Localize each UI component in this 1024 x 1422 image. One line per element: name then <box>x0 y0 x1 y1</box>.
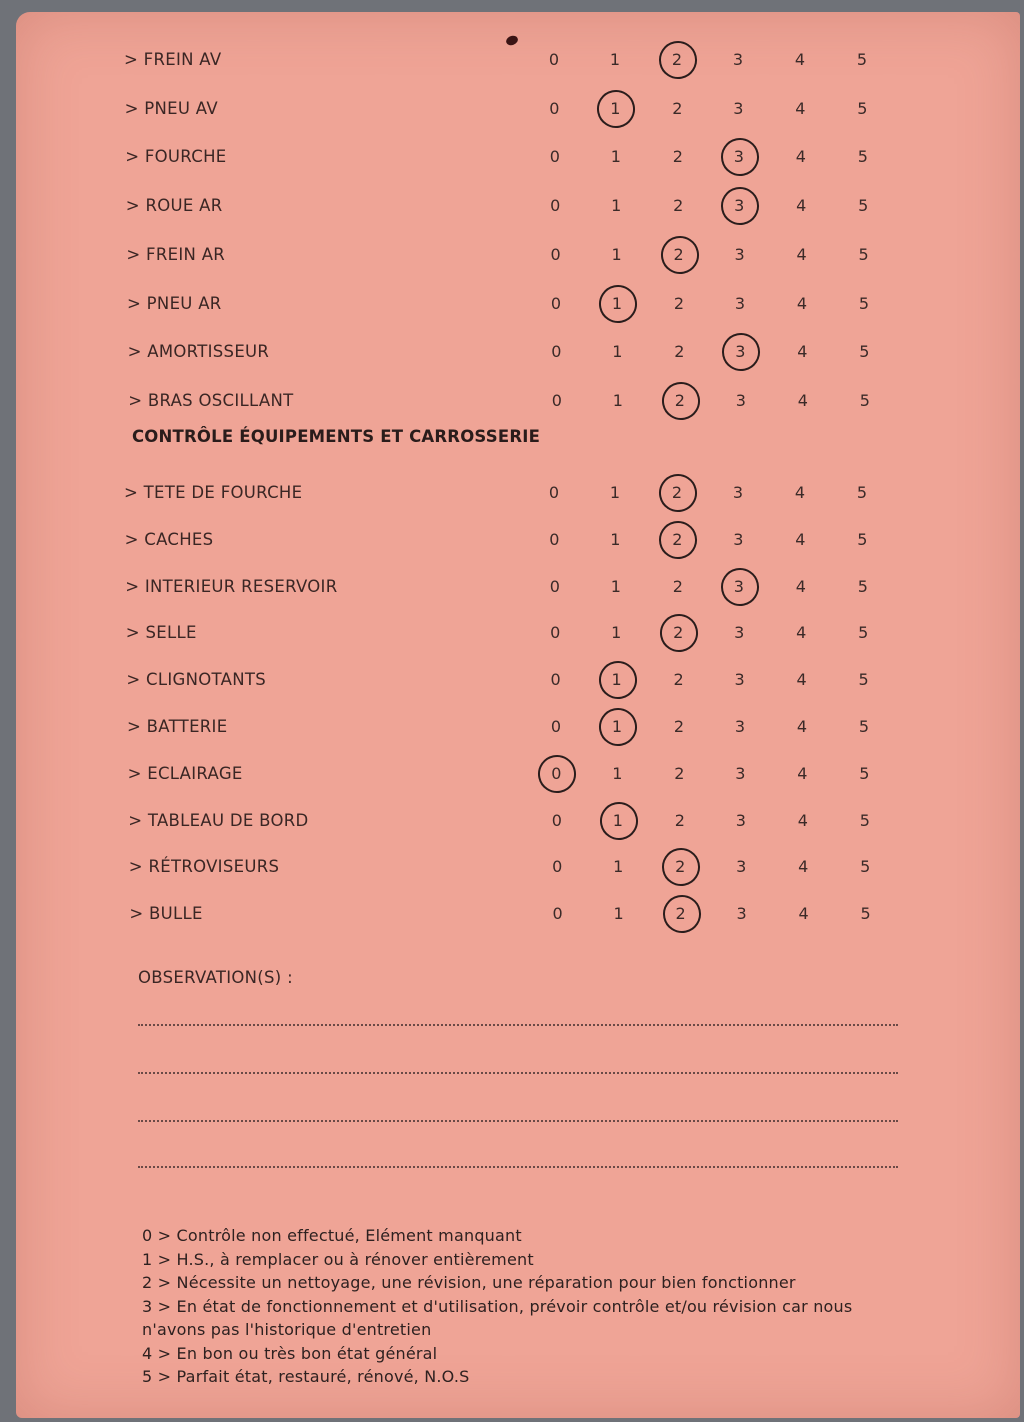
observation-line[interactable] <box>138 1024 898 1026</box>
score-option-circled[interactable]: 2 <box>657 530 697 549</box>
rating-row-label: > TETE DE FOURCHE <box>124 483 303 502</box>
score-option-circled[interactable]: 2 <box>657 50 697 69</box>
rating-row <box>16 569 1020 609</box>
score-option[interactable]: 0 <box>550 623 561 643</box>
score-option[interactable]: 1 <box>612 342 623 362</box>
legend-line: n'avons pas l'historique d'entretien <box>142 1320 432 1339</box>
score-option[interactable]: 4 <box>795 576 806 596</box>
rating-row <box>16 709 1020 749</box>
score-option[interactable]: 0 <box>549 576 560 596</box>
rating-row <box>16 42 1020 82</box>
score-option-circled[interactable]: 0 <box>536 764 576 783</box>
score-option-circled[interactable]: 1 <box>597 294 637 313</box>
score-option[interactable]: 1 <box>609 483 621 502</box>
rating-row-label: > ECLAIRAGE <box>127 763 243 783</box>
score-option-circled[interactable]: 3 <box>719 147 759 166</box>
score-option[interactable]: 3 <box>735 810 746 830</box>
rating-row <box>16 475 1020 515</box>
observation-line[interactable] <box>138 1072 898 1074</box>
score-option[interactable]: 0 <box>552 857 563 877</box>
score-option[interactable]: 0 <box>551 342 562 362</box>
score-option[interactable]: 4 <box>795 529 806 549</box>
score-option[interactable]: 4 <box>798 904 809 924</box>
score-option[interactable]: 5 <box>857 576 868 596</box>
score-option[interactable]: 2 <box>674 763 685 783</box>
score-option[interactable]: 5 <box>859 390 870 410</box>
score-option[interactable]: 3 <box>736 904 747 924</box>
score-option[interactable]: 4 <box>796 293 808 313</box>
score-option[interactable]: 2 <box>673 293 685 313</box>
score-option[interactable]: 4 <box>796 717 808 736</box>
score-option[interactable]: 1 <box>612 763 623 783</box>
score-option[interactable]: 4 <box>796 623 807 643</box>
checklist-sheet <box>16 12 1020 1418</box>
score-option[interactable]: 3 <box>733 529 744 549</box>
score-option[interactable]: 0 <box>550 670 561 690</box>
score-option[interactable]: 3 <box>734 623 745 643</box>
rating-row-label: > BATTERIE <box>127 717 228 736</box>
score-option[interactable]: 0 <box>549 147 560 167</box>
legend-line: 4 > En bon ou très bon état général <box>142 1343 438 1363</box>
rating-row <box>16 803 1020 843</box>
score-option[interactable]: 5 <box>859 342 870 362</box>
score-option[interactable]: 0 <box>550 293 562 313</box>
score-option[interactable]: 2 <box>673 717 685 736</box>
score-option[interactable]: 0 <box>548 483 560 502</box>
observation-line[interactable] <box>138 1166 898 1168</box>
score-option[interactable]: 0 <box>549 529 560 549</box>
score-option[interactable]: 5 <box>857 529 868 549</box>
score-option[interactable]: 5 <box>859 810 870 830</box>
score-option[interactable]: 2 <box>672 576 683 596</box>
score-option[interactable]: 4 <box>796 670 807 690</box>
score-option-circled[interactable]: 3 <box>720 342 760 361</box>
score-option-circled[interactable]: 2 <box>661 904 701 923</box>
score-option[interactable]: 3 <box>734 717 746 736</box>
rating-row-label: > PNEU AV <box>124 98 218 118</box>
score-option[interactable]: 1 <box>611 623 622 643</box>
rating-row <box>16 615 1020 655</box>
score-option[interactable]: 5 <box>858 244 869 264</box>
rating-row-label: > PNEU AR <box>127 293 222 313</box>
score-option[interactable]: 5 <box>858 293 870 313</box>
score-option[interactable]: 5 <box>856 483 868 502</box>
score-option[interactable]: 1 <box>611 196 622 216</box>
rating-row <box>16 896 1020 936</box>
rating-row <box>16 383 1020 423</box>
score-option[interactable]: 0 <box>548 50 560 69</box>
rating-row <box>16 237 1020 277</box>
score-option[interactable]: 4 <box>796 244 807 264</box>
score-option[interactable]: 1 <box>613 857 624 877</box>
score-option[interactable]: 5 <box>859 763 870 783</box>
rating-row-label: > CACHES <box>124 529 214 549</box>
score-option[interactable]: 4 <box>798 857 809 877</box>
legend-line: 5 > Parfait état, restauré, rénové, N.O.S <box>142 1367 470 1386</box>
score-option[interactable]: 3 <box>734 293 746 313</box>
score-option[interactable]: 1 <box>613 904 624 924</box>
score-option-circled[interactable]: 1 <box>597 717 637 736</box>
rating-row <box>16 662 1020 702</box>
rating-row-label: > SELLE <box>125 623 197 643</box>
legend-line: 3 > En état de fonctionnement et d'utilisation, prévoir contrôle et/ou révision car nous <box>142 1296 853 1316</box>
rating-row-label: > ROUE AR <box>125 196 223 216</box>
legend-line: 1 > H.S., à remplacer ou à rénover entièrement <box>142 1249 534 1269</box>
score-option[interactable]: 2 <box>672 98 683 118</box>
score-option[interactable]: 5 <box>858 623 869 643</box>
score-option[interactable]: 3 <box>732 50 744 69</box>
score-option[interactable]: 4 <box>794 50 806 69</box>
score-option[interactable]: 3 <box>732 483 744 502</box>
observation-line[interactable] <box>138 1120 898 1122</box>
score-option[interactable]: 0 <box>550 244 561 264</box>
rating-row <box>16 188 1020 228</box>
score-option[interactable]: 4 <box>797 342 808 362</box>
rating-row-label: > TABLEAU DE BORD <box>128 810 309 830</box>
score-option[interactable]: 4 <box>796 196 807 216</box>
score-option[interactable]: 1 <box>610 147 621 167</box>
rating-row-label: > BULLE <box>129 904 203 924</box>
score-option[interactable]: 4 <box>795 147 806 167</box>
rating-row <box>16 286 1020 326</box>
score-option[interactable]: 5 <box>858 717 870 736</box>
score-option-circled[interactable]: 2 <box>658 623 698 642</box>
score-option[interactable]: 3 <box>734 244 745 264</box>
rating-row <box>16 91 1020 131</box>
rating-row-label: > INTERIEUR RESERVOIR <box>125 576 338 596</box>
rating-row-label: > FREIN AV <box>124 50 222 69</box>
score-option-circled[interactable]: 2 <box>657 483 697 502</box>
score-option[interactable]: 4 <box>794 483 806 502</box>
score-option-circled[interactable]: 1 <box>597 670 637 689</box>
score-option-circled[interactable]: 1 <box>595 99 635 118</box>
score-option[interactable]: 1 <box>609 50 621 69</box>
score-option[interactable]: 1 <box>610 576 621 596</box>
rating-row-label: > BRAS OSCILLANT <box>128 390 294 410</box>
score-option[interactable]: 3 <box>736 857 747 877</box>
score-option[interactable]: 0 <box>549 98 560 118</box>
score-option[interactable]: 0 <box>551 810 562 830</box>
score-option[interactable]: 0 <box>550 717 562 736</box>
score-option[interactable]: 4 <box>797 763 808 783</box>
score-option[interactable]: 5 <box>858 196 869 216</box>
rating-row-label: > FREIN AR <box>126 244 226 264</box>
score-option[interactable]: 2 <box>674 810 685 830</box>
score-option[interactable]: 2 <box>672 147 683 167</box>
section-title: CONTRÔLE ÉQUIPEMENTS ET CARROSSERIE <box>132 427 541 446</box>
score-option[interactable]: 3 <box>735 390 746 410</box>
score-option[interactable]: 0 <box>550 196 561 216</box>
score-option[interactable]: 2 <box>673 196 684 216</box>
observations-label: OBSERVATION(S) : <box>138 968 293 987</box>
score-option[interactable]: 5 <box>857 147 868 167</box>
score-option[interactable]: 2 <box>674 342 685 362</box>
rating-row <box>16 334 1020 374</box>
legend-line: 2 > Nécessite un nettoyage, une révision, une réparation pour bien fonctionner <box>142 1273 796 1292</box>
score-option-circled[interactable]: 3 <box>719 196 759 215</box>
score-option[interactable]: 5 <box>857 98 868 118</box>
score-option-circled[interactable]: 2 <box>660 857 700 876</box>
score-option[interactable]: 1 <box>611 244 622 264</box>
score-option-circled[interactable]: 2 <box>660 391 700 410</box>
score-option[interactable]: 5 <box>860 904 871 924</box>
score-option[interactable]: 4 <box>795 98 806 118</box>
score-option[interactable]: 4 <box>797 390 808 410</box>
score-option[interactable]: 5 <box>860 857 871 877</box>
score-option-circled[interactable]: 2 <box>659 245 699 264</box>
score-option[interactable]: 0 <box>551 390 562 410</box>
score-option[interactable]: 2 <box>673 670 684 690</box>
score-option[interactable]: 4 <box>797 810 808 830</box>
score-option[interactable]: 3 <box>733 98 744 118</box>
score-option[interactable]: 3 <box>735 763 746 783</box>
rating-row-label: > AMORTISSEUR <box>127 342 270 362</box>
score-option[interactable]: 1 <box>610 529 621 549</box>
legend-line: 0 > Contrôle non effectué, Elément manquant <box>142 1226 522 1245</box>
rating-row <box>16 756 1020 796</box>
rating-row-label: > CLIGNOTANTS <box>126 670 267 690</box>
rating-row-label: > RÉTROVISEURS <box>128 857 280 877</box>
score-option[interactable]: 5 <box>856 50 868 69</box>
scoring-legend <box>142 1224 852 1389</box>
rating-row <box>16 139 1020 179</box>
rating-row-label: > FOURCHE <box>125 147 227 167</box>
score-option[interactable]: 1 <box>612 390 623 410</box>
score-option-circled[interactable]: 3 <box>719 577 759 596</box>
rating-row <box>16 522 1020 562</box>
rating-row <box>16 849 1020 889</box>
score-option[interactable]: 5 <box>858 670 869 690</box>
score-option-circled[interactable]: 1 <box>598 811 638 830</box>
score-option[interactable]: 0 <box>552 904 563 924</box>
score-option[interactable]: 3 <box>734 670 745 690</box>
